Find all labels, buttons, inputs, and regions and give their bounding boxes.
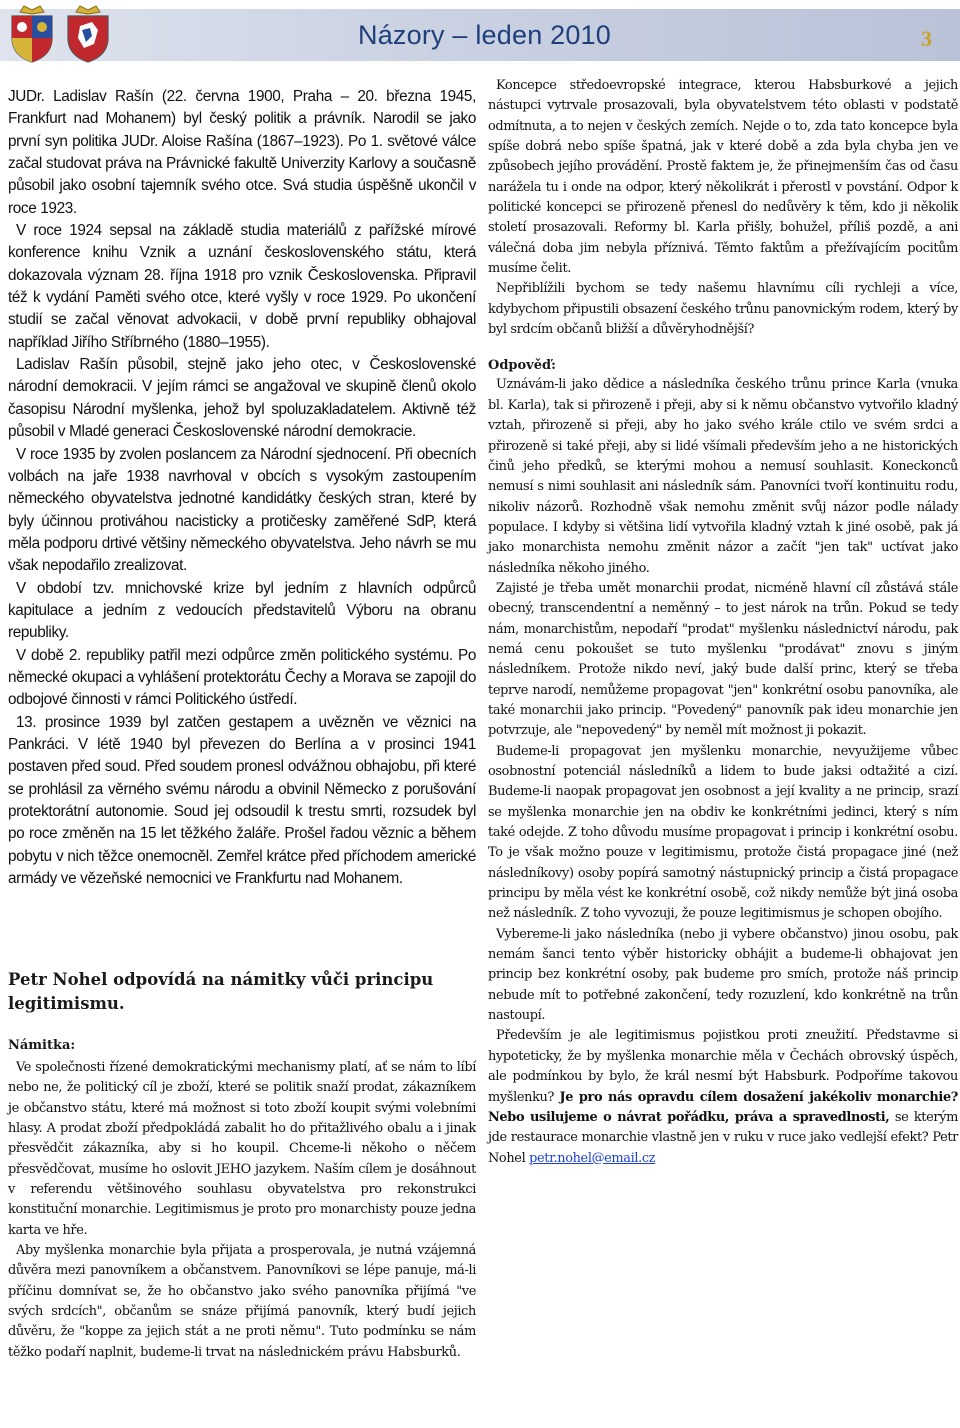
intro-paragraph: Nepřiblížili bychom se tedy našemu hlavnímu cíli rychleji a více, kdybychom připustili obsazení českého trůnu panovnickým rodem, který by byl srdcím občanů bližší a důvěryhodnější? [488, 281, 958, 338]
left-column-biography [8, 86, 476, 890]
bio-paragraph: V období tzv. mnichovské krize byl jedním z hlavních odpůrců kapitulace a jedním z vedoucích představitelů Výboru na obranu republiky. [8, 579, 476, 642]
answer-paragraph: Budeme-li propagovat jen myšlenku monarchie, nevyužijeme vůbec osobnostní potenciál následníků a lidem to bude jaksi odtažité a cizí. Budeme-li naopak propagovat jen osobnost a její kvality a ne princip, srazí se myšlenka monarchie jen na obdiv ke konkrétními jedinci, který s ním také odejde. Z toho důvodu musíme propagovat i princip i konkrétní osobu. To je však možno pouze v legitimismu, protože čistá propagace jiné (než následníkovy) osoby popírá samotný nástupnický princip a čistá propagace principu by měla vést ke konkrétní osobě, což nikdy nemůže být jiná osoba než následník. Z toho vyvozuji, že pouze legitimismus je schopen obojího. [488, 743, 958, 922]
answer-label: Odpověď: [488, 358, 556, 374]
author-email-link[interactable]: petr.nohel@email.cz [529, 1150, 656, 1166]
bio-paragraph: V roce 1935 by zvolen poslancem za Národní sjednocení. Při obecních volbách na jaře 1938 navrhoval v obcích s vysokým zastoupením německého obyvatelstva jednotné kandidátky českých stran, které by byly účinnou protiváhou nacisticky a protičesky zaměřené SdP, která měla podporu drtivé většiny německého obyvatelstva. Jeho návrh se mu však nepodařilo zrealizovat. [8, 445, 476, 575]
objection-text [8, 1058, 476, 1363]
bio-paragraph: V době 2. republiky patřil mezi odpůrce změn politického systému. Po německé okupaci a vyhlášení protektorátu Čechy a Morava se zapojil do odbojové činnosti v rámci Politického ústředí. [8, 646, 476, 709]
objection-paragraph: Ve společnosti řízené demokratickými mechanismy platí, ať se nám to líbí nebo ne, že politický cíl je zboží, které se politik snaží prodat, zákazníkem je občanstvo státu, které má možnost si toto zboží koupit svými volebními hlasy. A prodat zboží předpokládá zabalit ho do přitažlivého obalu a i jinak přesvědčit zákazníka, aby si ho koupil. Chceme-li někoho o něčem přesvědčovat, musíme ho oslovit JEHO jazykem. Naším cílem je dosáhnout v referendu většinového souhlasu obyvatelstva pro rekonstrukci konstituční monarchie. Legitimismus je proto pro monarchisty pouze jedna karta ve hře. [8, 1060, 476, 1238]
closing-bold-text: Je pro nás opravdu cílem dosažení jakékoliv monarchie? Nebo usilujeme o návrat pořádku, práva a spravedlnosti, [488, 1089, 958, 1125]
answer-paragraph: Uznávám-li jako dědice a následníka českého trůnu prince Karla (vnuka bl. Karla), tak si přirozeně i přeji, aby si k němu občanstvo vytvořilo kladný vztah, přirozeně si přeji, aby ho jako svého krále ctilo ve svém srdci a přirozeně si také přeji, aby si lidé všímali především jeho a ne historických činů jeho předků, se kterými mohou a nemusí souhlasit. Koneckonců nemusí s nimi souhlasit ani následník sám. Panovníci tvoří kontinuitu rodu, nikoliv názorů. Rozhodně však nemohu změnit svůj názor podle nálady populace. I kdyby si většina lidí vytvořila kladný vztah k jiné osobě, pak já jako monarchista nemohu změnit názor a začít "jen tak" uctívat jako následníka někoho jiného. [488, 377, 958, 576]
bohemian-coat-of-arms-icon [6, 4, 58, 64]
answer-final-text: Především je ale legitimismus pojistkou proti zneužití. Představme si hypoteticky, že by myšlenka monarchie měla v Čechách obrovský úspěch, ale podmínkou by bylo, že král nesmí být Habsburk. Podpoříme takovou myšlenku? [488, 1028, 958, 1105]
bio-paragraph: 13. prosince 1939 byl zatčen gestapem a uvězněn ve věznici na Pankráci. V létě 1940 byl převezen do Berlína a v prosinci 1941 postaven před soud. Před soudem pronesl odvážnou obhajobu, při které se prohlásil za věrného svému národu a obvinil Německo z porušování protektorátní autonomie. Soud jej odsoudil k trestu smrti, rozsudek byl po roce změněn na 15 let těžkého žaláře. Prošel řadou věznic a během pobytu v nich těžce onemocněl. Zemřel krátce před příchodem americké armády ve vězeňské nemocnici ve Frankfurtu nad Mohanem. [8, 713, 476, 888]
objection-paragraph: Aby myšlenka monarchie byla přijata a prosperovala, je nutná vzájemná důvěra mezi panovníkem a občanstvem. Panovníkovi se lépe panuje, má-li příčinu domnívat se, že ho občanstvo jako svého panovníka přijímá "ve svých srdcích", občanům se snáze přijímá panovník, který budí jejich důvěru, že "koppe za jejich stát a ne proti němu". Tuto podmínku se nám těžko podaří naplnit, budeme-li trvat na následnickém právu Habsburků. [8, 1243, 476, 1360]
answer-paragraph: Zajisté je třeba umět monarchii prodat, nicméně hlavní cíl zůstává stále obecný, transcendentní a neměnný – to jest nárok na trůn. Pokud se tedy nám, monarchistům, nepodaří "prodat" myšlenku následnictví národu, pak nemá cenu pokoušet se tuto myšlenku "prodávat" znovu s jiným následníkem. Protože nikdo neví, jaký bude další princ, který se třeba teprve narodí, nemůžeme propagovat "jen" konkrétní osobu panovníka, ale také monarchii jako princip. "Povedený" panovník pak ideu monarchie jen potvrzuje, ale "nepovedený" by neměl mít možnost ji pokazit. [488, 580, 958, 739]
answer-paragraph-final [488, 1026, 958, 1168]
intro-paragraph: Koncepce středoevropské integrace, kterou Habsburkové a jejich nástupci vytrvale prosazovali, byla obyvatelstvem této oblasti v podstatě odmítnuta, a to nejen v českých zemích. Nejde o to, zda tato koncepce byla spíše dobrá nebo spíše špatná, jak v které době a zda byla chyba jen ve způsobech jejího provádění. Prostě faktem je, že přinejmenším čas od času narážela tu i onde na odpor, který několikrát i přerostl v povstání. Odpor k politické koncepci se přirozeně přenesl do nedůvěry k těm, kdo ji několik století prosazovali. Reformy bl. Karla přišly, bohužel, příliš pozdě, a ani válečná doba jim nebyla příznivá. Těmto faktům a přežívajícím pocitům musíme čelit. [488, 78, 958, 277]
page-number: 3 [921, 26, 932, 51]
answer-paragraph: Vybereme-li jako následníka (nebo ji vybere občanstvo) jinou osobu, pak nemám šanci tento výběr historicky obhájit a budeme-li obhajovat jen princip bez konkrétní osoby, pak budeme pro smích, protože náš princip nebude mít to potřebné zakončení, tedy rozuzlení, kdo konkrétně na trůn nastoupí. [488, 926, 958, 1024]
bio-paragraph: JUDr. Ladislav Rašín (22. června 1900, Praha – 20. března 1945, Frankfurt nad Mohanem) byl český politik a právník. Narodil se jako první syn politika JUDr. Aloise Rašína (1867–1923). Po 1. světové válce začal studovat práva na Právnické fakultě Univerzity Karlovy a současně působil jako osobní tajemník svého otce. Svá studia úspěšně ukončil v roce 1923. [8, 88, 476, 217]
header-title: Názory – leden 2010 [358, 20, 611, 50]
page-header [0, 0, 960, 64]
moravian-coat-of-arms-icon [62, 4, 114, 64]
bio-paragraph: Ladislav Rašín působil, stejně jako jeho otec, v Československé národní demokracii. V jejím rámci se angažoval ve skupině členů okolo časopisu Národní myšlenka, jehož byl spoluzakladatelem. Aktivně též působil v Mladé generaci Československé národní demokracie. [8, 356, 476, 441]
article-title: Petr Nohel odpovídá na námitky vůči principu legitimismu. [8, 970, 434, 1013]
closing-text: se kterým jde restaurace monarchie vlastně jen v ruku v ruce jako vedlejší efekt? Petr Nohel [488, 1109, 959, 1166]
right-column-answer [488, 76, 958, 1169]
objection-label: Námitka: [8, 1038, 76, 1053]
bio-paragraph: V roce 1924 sepsal na základě studia materiálů z pařížské mírové konference knihu Vznik a uznání československého státu, která dokazovala význam 28. října 1918 pro vznik Československa. Připravil též k vydání Paměti svého otce, které vyšly v roce 1929. Po ukončení studií se začal věnovat advokacii, v době první republiky obhajoval například Jiřího Stříbrného (1880–1955). [8, 222, 476, 351]
